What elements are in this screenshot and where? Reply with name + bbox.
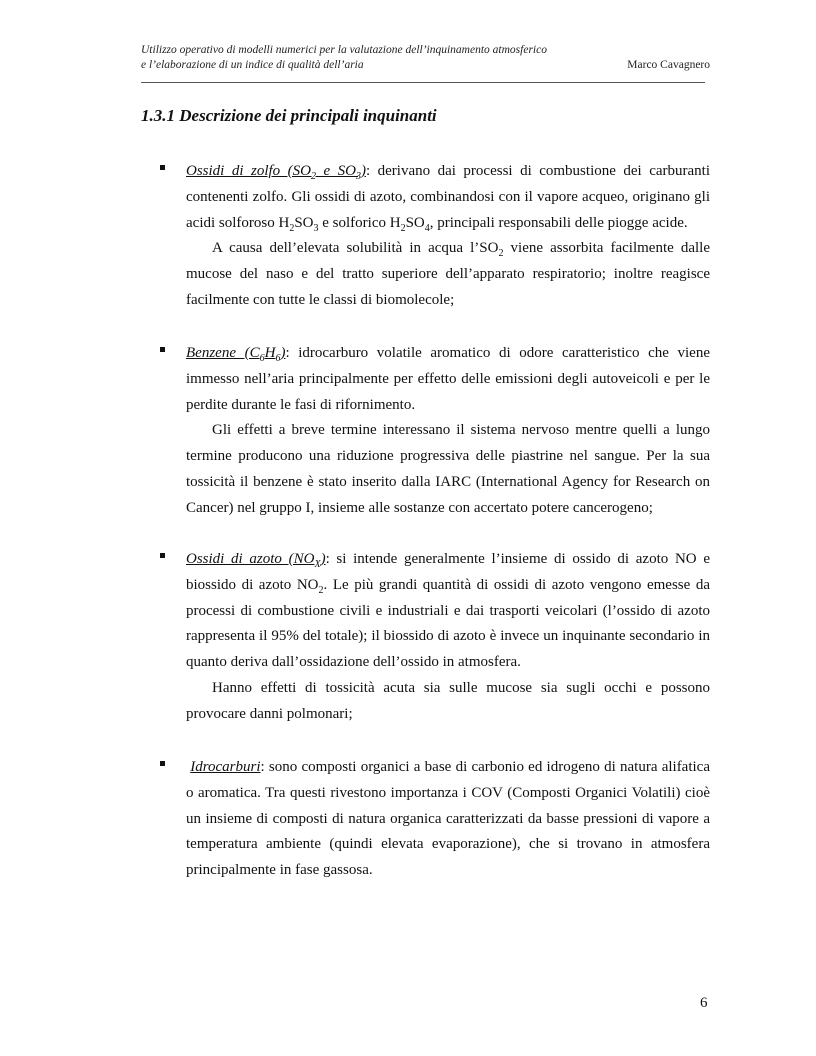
page-number: 6 (700, 995, 708, 1011)
item-paragraph: Benzene $(C_6H_6)$: idrocarburo volatile aromatico di odore caratteristico che viene immesso nell’aria principalmente per effetto delle emissioni degli autoveicoli e per le perdite durante le fasi di rifornimento. (186, 345, 710, 413)
list-item-sulfur-oxides (186, 159, 710, 314)
item-term: Benzene $(C_6H_6)$ (186, 345, 286, 364)
header-title-line-1: Utilizzo operativo di modelli numerici per la valutazione dell’inquinamento atmosferico (141, 44, 547, 56)
bullet-icon (160, 761, 165, 766)
bullet-icon (160, 553, 165, 558)
item-paragraph: Gli effetti a breve termine interessano il sistema nervoso mentre quelli a lungo termine producono una riduzione progressiva delle piastrine nel sangue. Per la sua tossicità il benzene è stato inserito dalla IARC (International Agency for Research on Cancer) nel gruppo I, insieme alle sostanze con accertato potere cancerogeno; (186, 422, 710, 516)
running-header (141, 43, 710, 73)
item-paragraph: Ossidi di zolfo ($SO_2$ e $SO_3$): derivano dai processi di combustione dei carburanti contenenti zolfo. Gli ossidi di azoto, combinandosi con il vapore acqueo, originano gli acidi solforoso $H_2SO_3$ e solforico $H_2SO_4$, principali responsabili delle piogge acide. (186, 163, 710, 234)
bullet-icon (160, 347, 165, 352)
item-term: Ossidi di zolfo ($SO_2$ e $SO_3$) (186, 163, 366, 182)
item-term: Ossidi di azoto $(NO_X)$ (186, 551, 326, 570)
list-item-benzene (186, 341, 710, 522)
list-item-nitrogen-oxides (186, 547, 710, 728)
item-paragraph: Idrocarburi: sono composti organici a base di carbonio ed idrogeno di natura alifatica o aromatica. Tra questi rivestono importanza i COV (Composti Organici Volatili) cioè un insieme di composti di natura organica caratterizzati da basse pressioni di vapore a temperatura ambiente (quindi elevata evaporazione), che si trovano in atmosfera principalmente in fase gassosa. (186, 759, 710, 879)
header-divider (141, 82, 705, 83)
list-item-hydrocarbons (186, 755, 710, 884)
header-author: Marco Cavagnero (627, 59, 710, 71)
item-paragraph: Hanno effetti di tossicità acuta sia sulle mucose sia sugli occhi e possono provocare danni polmonari; (186, 679, 710, 722)
item-paragraph: Ossidi di azoto $(NO_X)$: si intende generalmente l’insieme di ossido di azoto NO e biossido di azoto $NO_2$. Le più grandi quantità di ossidi di azoto vengono emesse da processi di combustione civili e industriali e dai trasporti veicolari (l’ossido di azoto rappresenta il 95% del totale); il biossido di azoto è invece un inquinante secondario in quanto deriva dall’ossidazione dell’ossido in atmosfera. (186, 551, 711, 671)
bullet-icon (160, 165, 165, 170)
header-title-line-2: e l’elaborazione di un indice di qualità dell’aria (141, 59, 364, 71)
section-title: 1.3.1 Descrizione dei principali inquinanti (141, 106, 437, 125)
item-term: Idrocarburi (190, 759, 261, 775)
item-paragraph: A causa dell’elevata solubilità in acqua $l’SO_2$ viene assorbita facilmente dalle mucose del naso e del tratto superiore dell’apparato respiratorio; inoltre reagisce facilmente con tutte le classi di biomolecole; (186, 240, 710, 308)
